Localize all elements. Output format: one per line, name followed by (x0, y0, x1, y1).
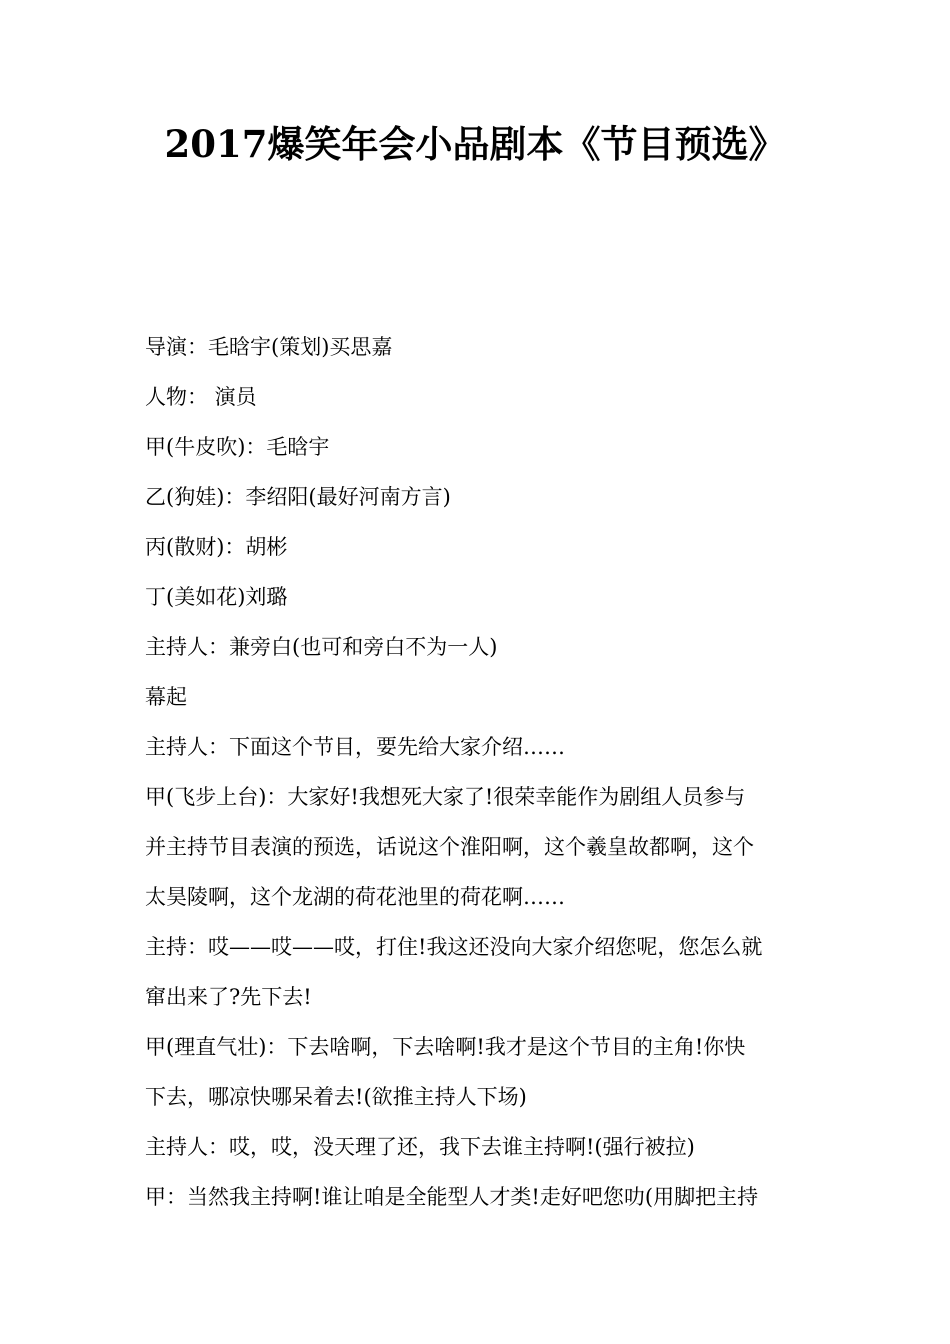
dialogue-line: 窜出来了?先下去! (145, 985, 312, 1009)
cast-yi-line: 乙(狗娃)：李绍阳(最好河南方言) (145, 485, 451, 509)
dialogue-line: 主持人：下面这个节目，要先给大家介绍…… (145, 735, 565, 759)
cast-jia-line: 甲(牛皮吹)：毛晗宇 (145, 435, 330, 459)
dialogue-line: 甲：当然我主持啊!谁让咱是全能型人才类!走好吧您叻(用脚把主持 (145, 1185, 759, 1209)
characters-line: 人物： 演员 (145, 385, 257, 409)
document-body (145, 322, 825, 1222)
dialogue-line: 甲(理直气壮)：下去啥啊，下去啥啊!我才是这个节目的主角!你快 (145, 1035, 746, 1059)
cast-bing-line: 丙(散财)：胡彬 (145, 535, 288, 559)
dialogue-line: 主持人：哎，哎，没天理了还，我下去谁主持啊!(强行被拉) (145, 1135, 695, 1159)
dialogue-line: 下去，哪凉快哪呆着去!(欲推主持人下场) (145, 1085, 527, 1109)
cast-ding-line: 丁(美如花)刘璐 (145, 585, 288, 609)
document-title: 2017爆笑年会小品剧本《节目预选》 (164, 122, 786, 166)
director-line: 导演：毛晗宇(策划)买思嘉 (145, 335, 393, 359)
dialogue-line: 太昊陵啊，这个龙湖的荷花池里的荷花啊…… (145, 885, 565, 909)
cast-host-line: 主持人：兼旁白(也可和旁白不为一人) (145, 635, 498, 659)
dialogue-line: 主持：哎——哎——哎，打住!我这还没向大家介绍您呢，您怎么就 (145, 935, 763, 959)
curtain-up-line: 幕起 (145, 685, 187, 709)
dialogue-line: 甲(飞步上台)：大家好!我想死大家了!很荣幸能作为剧组人员参与 (145, 785, 746, 809)
dialogue-line: 并主持节目表演的预选，话说这个淮阳啊，这个羲皇故都啊，这个 (145, 835, 754, 859)
